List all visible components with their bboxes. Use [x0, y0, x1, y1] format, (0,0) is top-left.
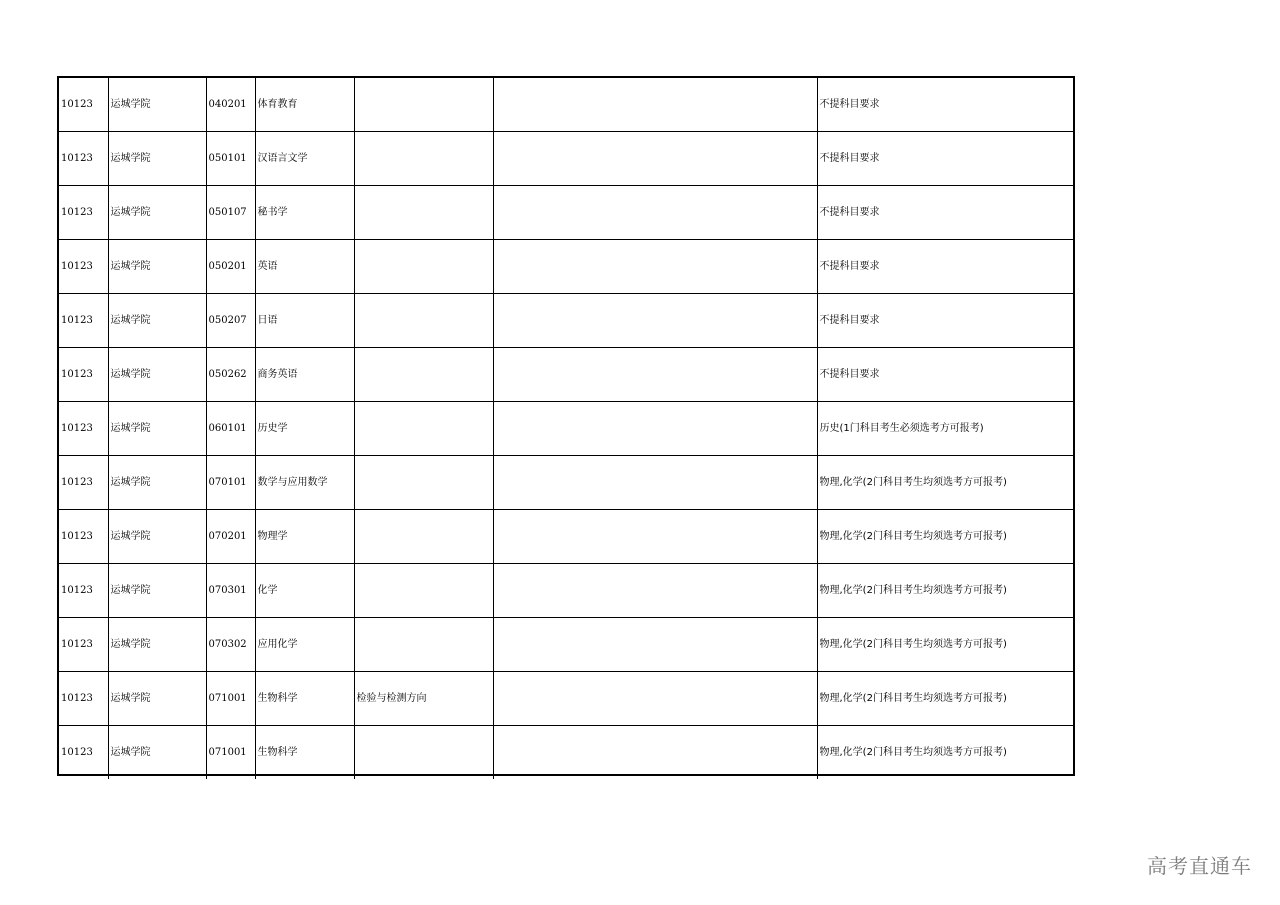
- table-row: [59, 672, 1075, 726]
- major-name-cell: 历史学: [255, 402, 354, 456]
- major-code-cell: 070301: [206, 564, 255, 618]
- notes-cell: [493, 402, 817, 456]
- table-row: [59, 564, 1075, 618]
- notes-cell: [493, 510, 817, 564]
- school-name-cell: 运城学院: [108, 294, 206, 348]
- school-name-cell: 运城学院: [108, 726, 206, 780]
- subject-requirement-cell: 物理,化学(2门科目考生均须选考方可报考): [817, 672, 1075, 726]
- school-name-cell: 运城学院: [108, 618, 206, 672]
- subject-requirement-cell: 历史(1门科目考生必须选考方可报考): [817, 402, 1075, 456]
- subject-requirement-cell: 不提科目要求: [817, 294, 1075, 348]
- major-code-cell: 070101: [206, 456, 255, 510]
- school-name-cell: 运城学院: [108, 240, 206, 294]
- subject-requirement-cell: 物理,化学(2门科目考生均须选考方可报考): [817, 564, 1075, 618]
- direction-cell: [354, 510, 493, 564]
- direction-cell: [354, 240, 493, 294]
- school-name-cell: 运城学院: [108, 456, 206, 510]
- major-code-cell: 040201: [206, 78, 255, 132]
- subject-requirement-cell: 不提科目要求: [817, 348, 1075, 402]
- major-name-cell: 数学与应用数学: [255, 456, 354, 510]
- notes-cell: [493, 672, 817, 726]
- watermark-text: 高考直通车: [1147, 854, 1252, 878]
- school-code-cell: 10123: [59, 132, 108, 186]
- requirements-table: [59, 78, 1075, 779]
- major-name-cell: 体育教育: [255, 78, 354, 132]
- major-name-cell: 应用化学: [255, 618, 354, 672]
- major-name-cell: 日语: [255, 294, 354, 348]
- subject-requirement-cell: 物理,化学(2门科目考生均须选考方可报考): [817, 618, 1075, 672]
- direction-cell: [354, 186, 493, 240]
- school-name-cell: 运城学院: [108, 132, 206, 186]
- notes-cell: [493, 78, 817, 132]
- notes-cell: [493, 618, 817, 672]
- direction-cell: [354, 564, 493, 618]
- table-row: [59, 240, 1075, 294]
- major-code-cell: 070201: [206, 510, 255, 564]
- notes-cell: [493, 456, 817, 510]
- table-row: [59, 510, 1075, 564]
- school-name-cell: 运城学院: [108, 672, 206, 726]
- major-code-cell: 070302: [206, 618, 255, 672]
- notes-cell: [493, 240, 817, 294]
- major-code-cell: 050101: [206, 132, 255, 186]
- school-code-cell: 10123: [59, 456, 108, 510]
- subject-requirement-cell: 不提科目要求: [817, 78, 1075, 132]
- school-name-cell: 运城学院: [108, 510, 206, 564]
- direction-cell: [354, 78, 493, 132]
- subject-requirement-cell: 不提科目要求: [817, 240, 1075, 294]
- major-name-cell: 生物科学: [255, 726, 354, 780]
- direction-cell: [354, 132, 493, 186]
- school-code-cell: 10123: [59, 672, 108, 726]
- requirements-table-container: [57, 76, 1075, 776]
- notes-cell: [493, 348, 817, 402]
- notes-cell: [493, 186, 817, 240]
- major-name-cell: 物理学: [255, 510, 354, 564]
- school-code-cell: 10123: [59, 510, 108, 564]
- school-code-cell: 10123: [59, 348, 108, 402]
- major-name-cell: 化学: [255, 564, 354, 618]
- subject-requirement-cell: 不提科目要求: [817, 186, 1075, 240]
- table-row: [59, 618, 1075, 672]
- subject-requirement-cell: 物理,化学(2门科目考生均须选考方可报考): [817, 726, 1075, 780]
- major-code-cell: 050207: [206, 294, 255, 348]
- table-row: [59, 348, 1075, 402]
- direction-cell: [354, 402, 493, 456]
- major-name-cell: 汉语言文学: [255, 132, 354, 186]
- direction-cell: [354, 726, 493, 780]
- table-row: [59, 402, 1075, 456]
- direction-cell: [354, 348, 493, 402]
- table-row: [59, 78, 1075, 132]
- direction-cell: [354, 618, 493, 672]
- table-row: [59, 132, 1075, 186]
- school-code-cell: 10123: [59, 294, 108, 348]
- table-row: [59, 456, 1075, 510]
- major-code-cell: 050262: [206, 348, 255, 402]
- direction-cell: [354, 456, 493, 510]
- table-row: [59, 726, 1075, 780]
- subject-requirement-cell: 物理,化学(2门科目考生均须选考方可报考): [817, 510, 1075, 564]
- notes-cell: [493, 294, 817, 348]
- subject-requirement-cell: 不提科目要求: [817, 132, 1075, 186]
- school-code-cell: 10123: [59, 78, 108, 132]
- school-code-cell: 10123: [59, 240, 108, 294]
- notes-cell: [493, 726, 817, 780]
- school-code-cell: 10123: [59, 186, 108, 240]
- school-name-cell: 运城学院: [108, 402, 206, 456]
- major-name-cell: 秘书学: [255, 186, 354, 240]
- direction-cell: 检验与检测方向: [354, 672, 493, 726]
- school-name-cell: 运城学院: [108, 78, 206, 132]
- table-row: [59, 186, 1075, 240]
- major-name-cell: 生物科学: [255, 672, 354, 726]
- school-code-cell: 10123: [59, 564, 108, 618]
- table-row: [59, 294, 1075, 348]
- notes-cell: [493, 132, 817, 186]
- school-name-cell: 运城学院: [108, 348, 206, 402]
- direction-cell: [354, 294, 493, 348]
- major-name-cell: 商务英语: [255, 348, 354, 402]
- school-code-cell: 10123: [59, 618, 108, 672]
- major-name-cell: 英语: [255, 240, 354, 294]
- subject-requirement-cell: 物理,化学(2门科目考生均须选考方可报考): [817, 456, 1075, 510]
- major-code-cell: 050201: [206, 240, 255, 294]
- major-code-cell: 071001: [206, 726, 255, 780]
- major-code-cell: 060101: [206, 402, 255, 456]
- major-code-cell: 071001: [206, 672, 255, 726]
- major-code-cell: 050107: [206, 186, 255, 240]
- table-body: [59, 78, 1075, 779]
- school-code-cell: 10123: [59, 726, 108, 780]
- school-code-cell: 10123: [59, 402, 108, 456]
- school-name-cell: 运城学院: [108, 186, 206, 240]
- school-name-cell: 运城学院: [108, 564, 206, 618]
- notes-cell: [493, 564, 817, 618]
